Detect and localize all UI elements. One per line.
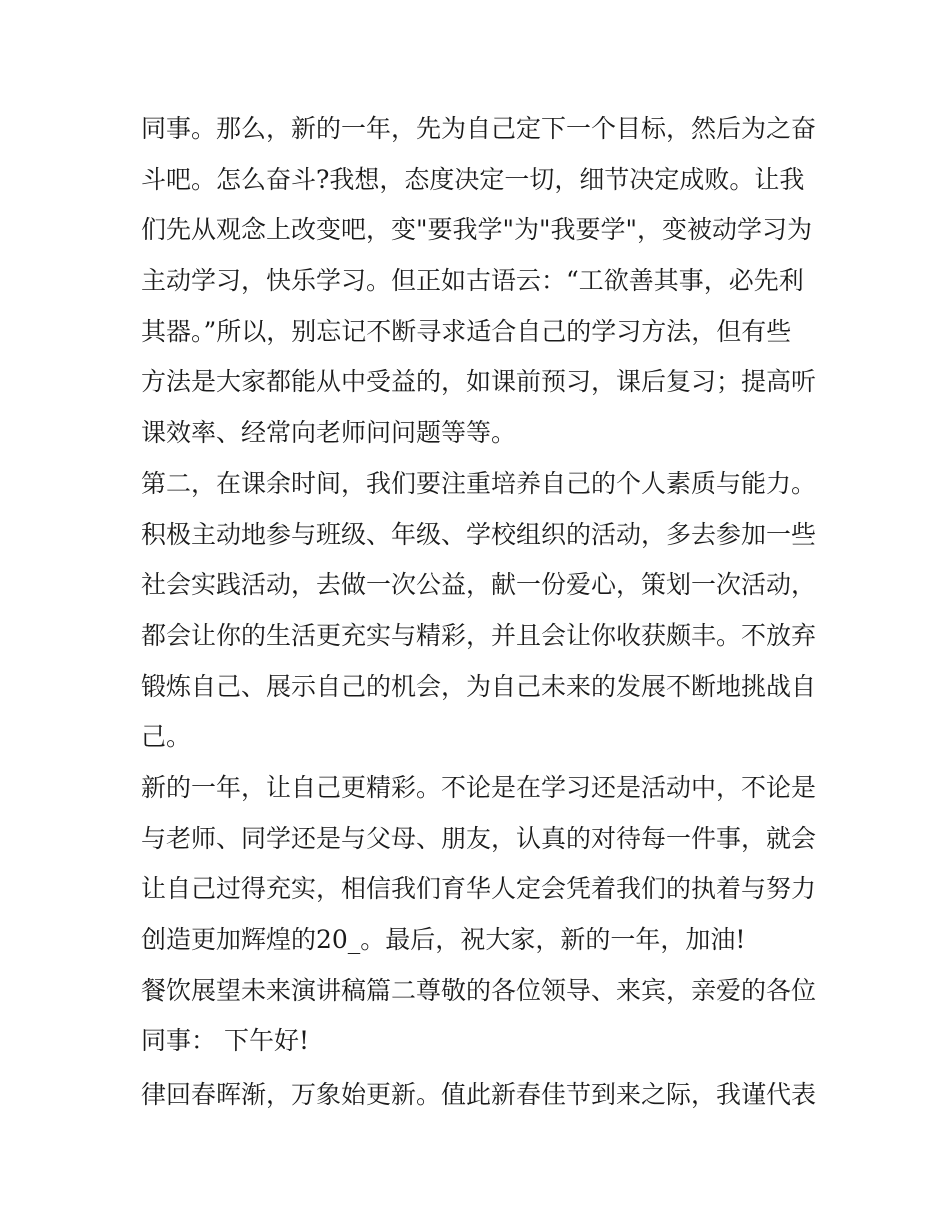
text-line-16: 让自己过得充实，相信我们育华人定会凭着我们的执着与努力 (141, 874, 817, 904)
body-text (141, 104, 821, 1121)
text-line-11: 都会让你的生活更充实与精彩，并且会让你收获颇丰。不放弃 (141, 620, 817, 650)
text-line-17: 创造更加辉煌的20_。最后，祝大家，新的一年，加油! (141, 925, 746, 954)
text-line-7: 课效率、经常向老师问问题等等。 (141, 418, 517, 448)
text-line-4: 主动学习，快乐学习。但正如古语云：“工欲善其事，必先利 (141, 266, 804, 296)
text-line-9: 积极主动地参与班级、年级、学校组织的活动，多去参加一些 (141, 519, 817, 549)
text-line-18: 餐饮展望未来演讲稿篇二尊敬的各位领导、来宾，亲爱的各位 (141, 975, 817, 1005)
text-line-5: 其器。”所以，别忘记不断寻求适合自己的学习方法，但有些 (141, 316, 792, 346)
text-line-2: 斗吧。怎么奋斗?我想，态度决定一切，细节决定成败。让我 (141, 164, 805, 194)
text-line-1: 同事。那么，新的一年，先为自己定下一个目标，然后为之奋 (141, 114, 817, 143)
text-line-13: 己。 (141, 722, 192, 752)
text-line-14: 新的一年，让自己更精彩。不论是在学习还是活动中，不论是 (141, 772, 817, 802)
text-line-15: 与老师、同学还是与父母、朋友，认真的对待每一件事，就会 (141, 823, 817, 853)
text-line-12: 锻炼自己、展示自己的机会，为自己未来的发展不断地挑战自 (141, 671, 817, 701)
text-line-10: 社会实践活动，去做一次公益，献一份爱心，策划一次活动， (141, 570, 817, 600)
text-line-20: 律回春晖渐，万象始更新。值此新春佳节到来之际，我谨代表 (141, 1080, 817, 1110)
text-line-8: 第二，在课余时间，我们要注重培养自己的个人素质与能力。 (141, 468, 817, 498)
text-line-3: 们先从观念上改变吧，变"要我学"为"我要学"，变被动学习为 (141, 215, 812, 245)
text-line-19: 同事： 下午好! (141, 1026, 309, 1056)
text-line-6: 方法是大家都能从中受益的，如课前预习，课后复习；提高听 (141, 367, 817, 397)
